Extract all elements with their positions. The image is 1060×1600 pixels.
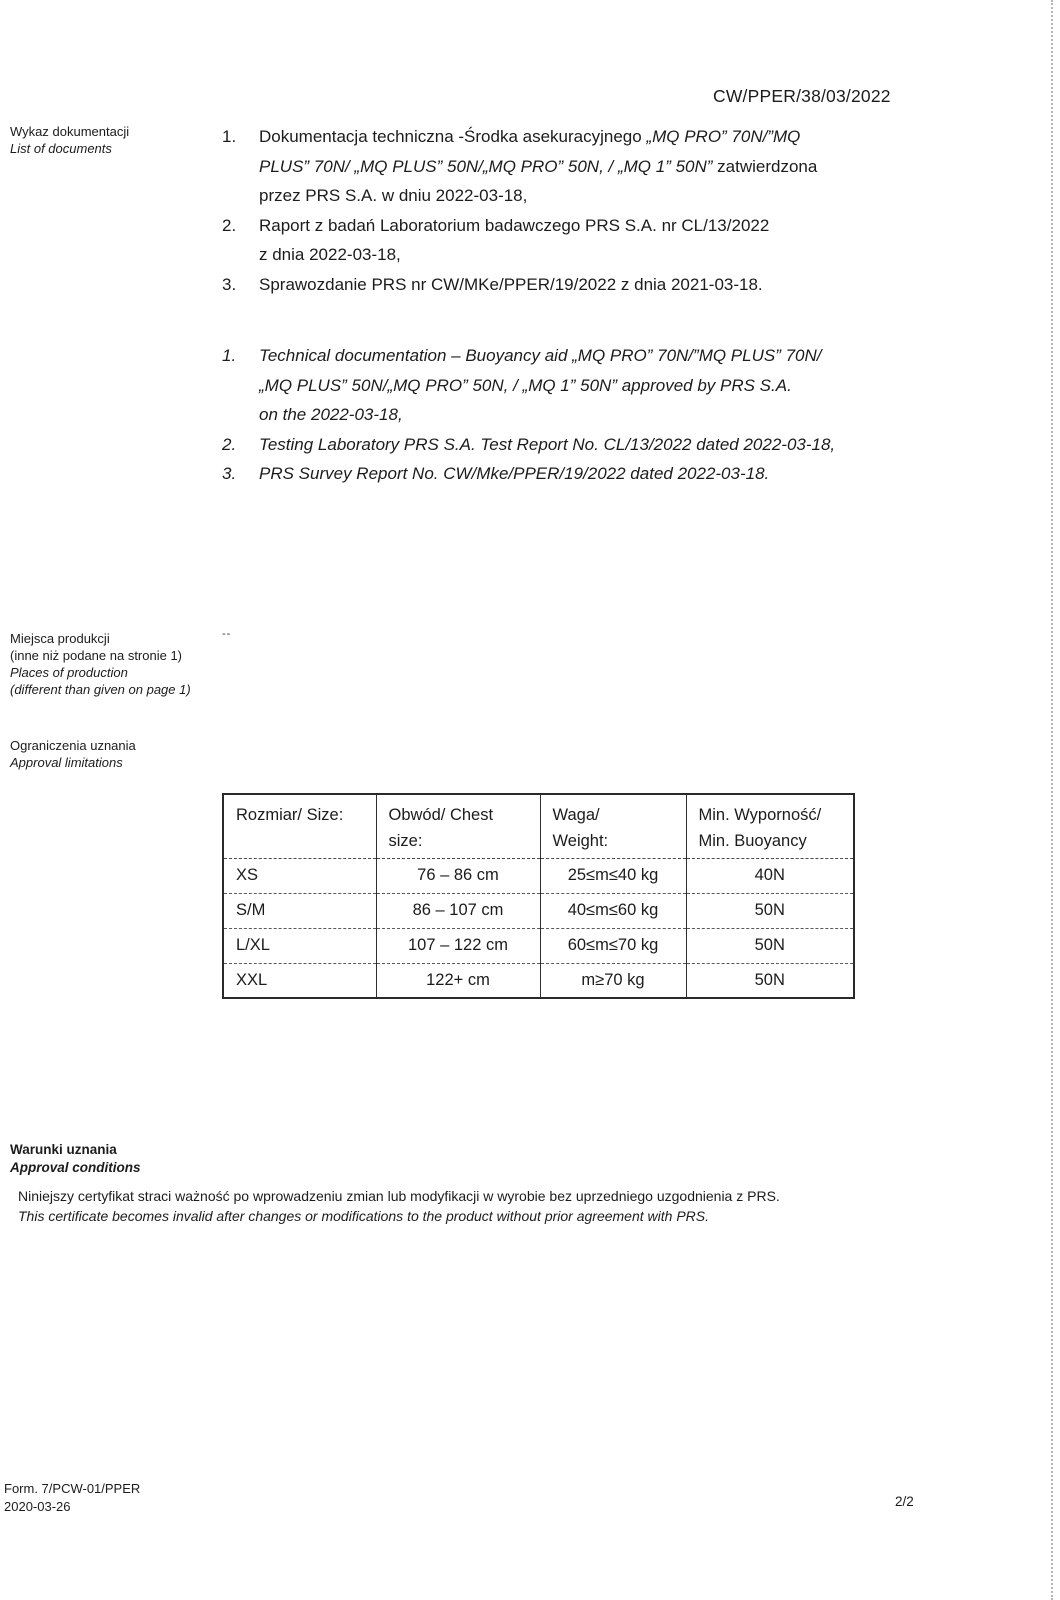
list-item-number: 1. [222, 346, 237, 365]
size-table-header-cell [376, 794, 540, 858]
list-item-line: PRS Survey Report No. CW/Mke/PPER/19/2022 dated 2022-03-18. [259, 464, 770, 483]
doc-ref-number: CW/PPER/38/03/2022 [713, 86, 891, 106]
list-item-line [259, 152, 942, 182]
header-line: Weight: [552, 832, 609, 850]
production-value: -- [222, 628, 232, 640]
table-row [223, 928, 854, 963]
list-text-italic: PLUS” 70N/ „MQ PLUS” 50N/„MQ PRO” 50N, / „MQ 1” 50N” [259, 156, 713, 176]
weight-cell: 40≤m≤60 kg [540, 893, 686, 928]
header-line: Rozmiar/ Size: [236, 806, 344, 824]
list-item-number: 3. [222, 274, 237, 294]
doc-list-label-pl: Wykaz dokumentacji [10, 124, 130, 139]
chest-cell: 122+ cm [376, 963, 540, 998]
size-cell: XS [236, 866, 259, 884]
footer-form-number: Form. 7/PCW-01/PPER [4, 1481, 141, 1496]
weight-cell: m≥70 kg [540, 963, 686, 998]
list-item-line: on the 2022-03-18, [259, 405, 403, 424]
list-item-line: „MQ PLUS” 50N/„MQ PRO” 50N, / „MQ 1” 50N” approved by PRS S.A. [259, 375, 792, 395]
size-cell: S/M [223, 893, 376, 928]
conditions-text-pl: Niniejszy certyfikat straci ważność po wprowadzeniu zmian lub modyfikacji w wyrobie bez uprzedniego uzgodnienia z PRS. [18, 1188, 780, 1204]
limitations-label-en: Approval limitations [10, 755, 123, 770]
conditions-text-en: This certificate becomes invalid after changes or modifications to the product without prior agreement with PRS. [18, 1207, 709, 1224]
scan-artifact-line [1051, 0, 1053, 1600]
size-table-header-row [223, 794, 854, 858]
list-item-line: Sprawozdanie PRS nr CW/MKe/PPER/19/2022 z dnia 2021-03-18. [259, 274, 763, 294]
page-number: 2/2 [895, 1494, 914, 1509]
doc-list-en [222, 341, 942, 489]
list-item [222, 270, 942, 300]
header-line: Min. Buoyancy [698, 832, 807, 850]
list-item-number: 1. [222, 127, 237, 146]
footer-form-info [4, 1480, 140, 1515]
doc-list-label [10, 123, 129, 157]
doc-list-pl [222, 122, 942, 299]
production-label-pl2: (inne niż podane na stronie 1) [10, 648, 183, 663]
production-label [10, 630, 191, 698]
buoyancy-cell: 50N [686, 963, 854, 998]
table-row [223, 858, 854, 893]
production-label-en1: Places of production [10, 665, 128, 680]
size-cell: XXL [223, 963, 376, 998]
list-text-italic: „MQ PRO” 70N/”MQ [646, 127, 801, 146]
conditions-text [18, 1187, 808, 1226]
size-table [222, 793, 855, 999]
conditions-label-pl: Warunki uznania [10, 1142, 117, 1157]
list-item-line: Raport z badań Laboratorium badawczego PRS S.A. nr CL/13/2022 [259, 215, 770, 235]
chest-cell: 86 – 107 cm [376, 893, 540, 928]
list-item [222, 341, 942, 430]
size-cell: L/XL [223, 928, 376, 963]
table-row [223, 893, 854, 928]
list-item-number: 2. [222, 215, 237, 235]
list-item-line: przez PRS S.A. w dniu 2022-03-18, [259, 186, 528, 205]
weight-cell: 25≤m≤40 kg [540, 858, 686, 893]
list-item-number: 2. [222, 434, 237, 454]
header-line: size: [388, 832, 423, 850]
production-label-pl1: Miejsca produkcji [10, 631, 110, 646]
list-text: Dokumentacja techniczna -Środka asekuracyjnego [259, 127, 647, 146]
chest-cell: 107 – 122 cm [376, 928, 540, 963]
list-text: zatwierdzona [712, 156, 818, 176]
header-line: Waga/ [552, 806, 600, 824]
table-row [223, 963, 854, 998]
doc-list-label-en: List of documents [10, 141, 112, 156]
list-item-line: z dnia 2022-03-18, [259, 245, 401, 264]
list-item-number: 3. [222, 464, 237, 483]
footer-form-date: 2020-03-26 [4, 1498, 71, 1514]
list-item [222, 122, 942, 211]
weight-cell: 60≤m≤70 kg [540, 928, 686, 963]
conditions-label [10, 1141, 141, 1176]
header-line: Min. Wyporność/ [698, 806, 822, 824]
list-item-line: Testing Laboratory PRS S.A. Test Report No. CL/13/2022 dated 2022-03-18, [259, 434, 836, 454]
size-table-header-cell [686, 794, 854, 858]
header-line: Obwód/ Chest [388, 806, 494, 824]
production-label-en2: (different than given on page 1) [10, 682, 191, 697]
limitations-label-pl: Ograniczenia uznania [10, 738, 136, 753]
buoyancy-cell: 40N [686, 858, 854, 893]
buoyancy-cell: 50N [686, 928, 854, 963]
list-item [222, 430, 942, 460]
list-item [222, 459, 942, 489]
size-table-container [222, 793, 855, 999]
list-item-line: Technical documentation – Buoyancy aid „MQ PRO” 70N/”MQ PLUS” 70N/ [259, 346, 822, 365]
size-table-header-cell [223, 794, 376, 858]
list-item-line [259, 122, 942, 152]
list-item [222, 211, 942, 270]
buoyancy-cell: 50N [686, 893, 854, 928]
limitations-label [10, 737, 136, 771]
chest-cell: 76 – 86 cm [376, 858, 540, 893]
size-table-header-cell [540, 794, 686, 858]
conditions-label-en: Approval conditions [10, 1159, 141, 1175]
